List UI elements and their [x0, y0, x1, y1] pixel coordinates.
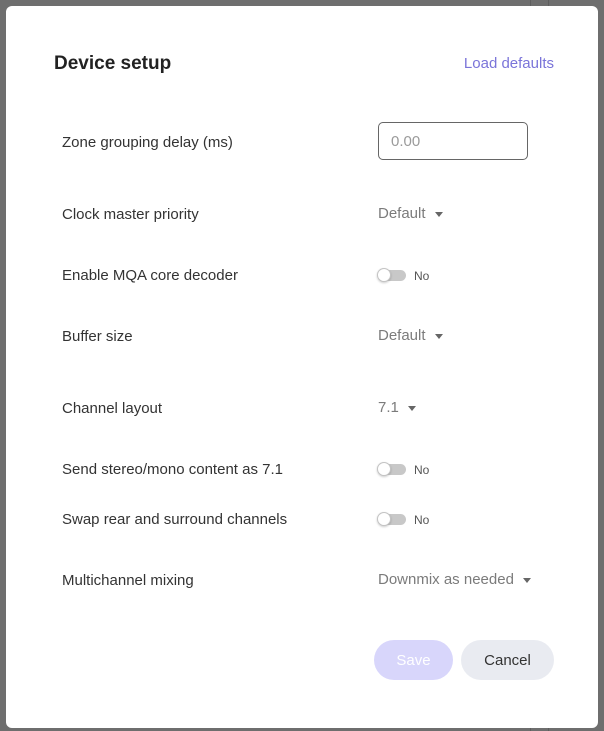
channel-layout-label: Channel layout	[62, 400, 163, 417]
enable-mqa-label: Enable MQA core decoder	[62, 267, 238, 284]
buffer-size-value: Default	[378, 327, 426, 344]
device-setup-dialog	[6, 6, 598, 728]
multichannel-mixing-label: Multichannel mixing	[62, 572, 194, 589]
chevron-down-icon	[408, 406, 416, 411]
dialog-title: Device setup	[54, 53, 172, 74]
swap-rear-surround-state: No	[414, 512, 430, 527]
load-defaults-link[interactable]: Load defaults	[463, 55, 554, 72]
enable-mqa-state: No	[414, 268, 430, 283]
channel-layout-dropdown[interactable]	[378, 399, 416, 417]
zone-grouping-delay-control	[378, 122, 528, 160]
save-button[interactable]: Save	[374, 640, 453, 680]
zone-grouping-delay-input[interactable]	[378, 122, 528, 160]
enable-mqa-toggle[interactable]	[378, 268, 429, 286]
swap-rear-surround-toggle[interactable]	[378, 512, 429, 530]
chevron-down-icon	[435, 212, 443, 217]
buffer-size-label: Buffer size	[62, 328, 133, 345]
clock-master-priority-dropdown[interactable]	[378, 205, 443, 223]
cancel-button[interactable]: Cancel	[461, 640, 554, 680]
swap-rear-surround-label: Swap rear and surround channels	[62, 511, 288, 528]
multichannel-mixing-value: Downmix as needed	[378, 571, 514, 588]
channel-layout-value: 7.1	[378, 399, 399, 416]
send-stereo-mono-state: No	[414, 462, 430, 477]
toggle-track	[378, 514, 406, 525]
toggle-track	[378, 464, 406, 475]
toggle-track	[378, 270, 406, 281]
buffer-size-dropdown[interactable]	[378, 327, 443, 345]
clock-master-priority-label: Clock master priority	[62, 206, 199, 223]
clock-master-priority-value: Default	[378, 205, 426, 222]
chevron-down-icon	[523, 578, 531, 583]
toggle-knob	[377, 268, 391, 282]
toggle-knob	[377, 512, 391, 526]
zone-grouping-delay-label: Zone grouping delay (ms)	[62, 134, 233, 151]
send-stereo-mono-label: Send stereo/mono content as 7.1	[62, 461, 283, 478]
chevron-down-icon	[435, 334, 443, 339]
send-stereo-mono-toggle[interactable]	[378, 462, 429, 480]
multichannel-mixing-dropdown[interactable]	[378, 571, 531, 589]
toggle-knob	[377, 462, 391, 476]
